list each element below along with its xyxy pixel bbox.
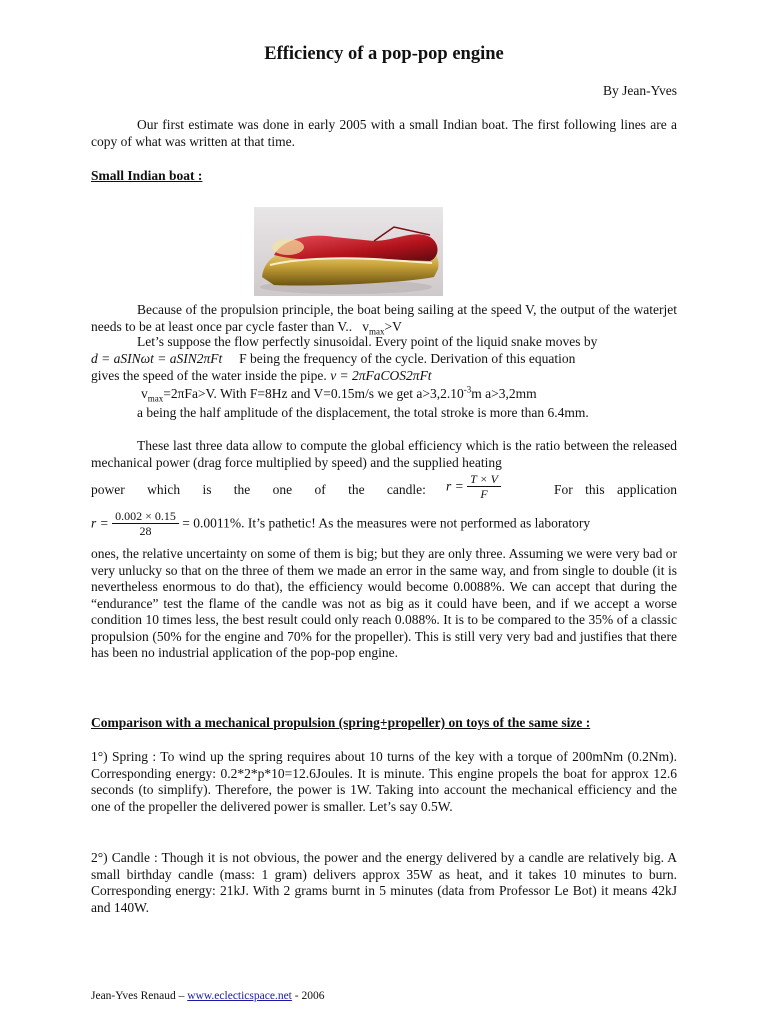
- for-this-application: For this application: [554, 482, 677, 497]
- vmax-symbol-2: v: [141, 386, 148, 401]
- vmax-tail: >V: [384, 318, 402, 334]
- efficiency-result-line: [91, 509, 677, 547]
- propulsion-paragraph: [91, 302, 677, 335]
- section-heading-comparison: Comparison with a mechanical propulsion (spring+propeller) on toys of the same size :: [91, 715, 591, 730]
- r-label-2: r =: [91, 515, 109, 531]
- word: candle:: [386, 482, 426, 497]
- fraction-denominator: F: [480, 487, 488, 501]
- fraction-2: [112, 509, 179, 538]
- propulsion-text: Because of the propulsion principle, the boat being sailing at the speed V, the output of the waterjet needs to be at least once par cycle faster than V..: [91, 302, 677, 334]
- efficiency-value: = 0.0011%: [182, 515, 242, 531]
- fraction: [467, 472, 501, 501]
- vmax-subscript: max: [369, 326, 385, 337]
- page-title: Efficiency of a pop-pop engine: [264, 44, 504, 64]
- displacement-equation: d = aSINωt = aSIN2πFt: [91, 351, 223, 366]
- vmax-symbol: v: [362, 318, 370, 334]
- intro-paragraph: Our first estimate was done in early 2005 with a small Indian boat. The first following lines are a copy of what was written at that time.: [91, 117, 677, 149]
- velocity-equation-line: [91, 368, 677, 385]
- power-words: [91, 482, 426, 499]
- footer-year: - 2006: [294, 990, 325, 1002]
- sinusoidal-paragraph: Let’s suppose the flow perfectly sinusoidal. Every point of the liquid snake moves by: [137, 334, 598, 349]
- half-amplitude-line: a being the half amplitude of the displacement, the total stroke is more than 6.4mm.: [137, 405, 589, 420]
- fraction-denominator-2: 28: [139, 524, 152, 538]
- uncertainty-paragraph: ones, the relative uncertainty on some of them is big; but they are only three. Assuming we were very bad or very unlucky so that on the three of them we made an error in the same way, and from single to double (it is nevertheless enormous to do that), the efficiency would become 0.0088%. We can accept that during the “endurance” test the flame of the candle was not as big as it could have been, and if we accept a worse condition 10 times less, the best result could only reach 0.088%. It is to be compared to the 35% of a classic propulsion (50% for the engine and 70% for the propeller). This is still very very bad and justifies that there has been no industrial application of the pop-pop engine.: [91, 546, 677, 660]
- frequency-text: F being the frequency of the cycle. Derivation of this equation: [239, 351, 576, 366]
- spring-paragraph: 1°) Spring : To wind up the spring requires about 10 turns of the key with a torque of 200mNm (0.2Nm). Corresponding energy: 0.2*2*p*10=12.6Joules. It is minute. This engine propels the boat for approx 12.6 seconds (to simplify). Therefore, the power is 1W. Taking into account the mechanical efficiency and the one of the propeller the delivered power is smaller. Let’s say 0.5W.: [91, 749, 677, 814]
- efficiency-paragraph: These last three data allow to compute the global efficiency which is the ratio between the released mechanical power (drag force multiplied by speed) and the supplied heating: [91, 438, 677, 470]
- section-heading-small-indian-boat: Small Indian boat :: [91, 168, 203, 183]
- vmax-calculation-text: =2πFa>V. With F=8Hz and V=0.15m/s we get a>3,2.10: [163, 386, 464, 401]
- velocity-equation: v = 2πFaCOS2πFt: [330, 368, 432, 383]
- pathetic-text: . It’s pathetic! As the measures were not performed as laboratory: [241, 515, 591, 531]
- word: the: [233, 482, 251, 497]
- efficiency-fraction: [446, 472, 501, 501]
- amplitude-result: m a>3,2mm: [471, 386, 537, 401]
- vmax-condition: [362, 318, 402, 337]
- vmax-subscript-2: max: [147, 393, 164, 404]
- candle-paragraph: 2°) Candle : Though it is not obvious, the power and the energy delivered by a candle are relatively big. A small birthday candle (mass: 1 gram) delivers approx 35W as heat, and it takes 10 minutes to burn. Corresponding energy: 21kJ. With 2 grams burnt in 5 minutes (data from Professor Le Bot) it means 42kJ and 140W.: [91, 850, 677, 915]
- velocity-text: gives the speed of the water inside the pipe.: [91, 368, 327, 383]
- word: one: [272, 482, 293, 497]
- boat-photo: [254, 207, 443, 296]
- word: the: [348, 482, 365, 497]
- footer-author: Jean-Yves Renaud –: [91, 990, 185, 1002]
- r-label: r =: [446, 478, 464, 494]
- word: is: [202, 482, 212, 497]
- displacement-equation-line: [91, 351, 677, 368]
- fraction-numerator-2: 0.002 × 0.15: [112, 509, 179, 524]
- footer-website-link[interactable]: www.eclecticspace.net: [187, 990, 292, 1002]
- word: of: [314, 482, 326, 497]
- fraction-numerator: T × V: [467, 472, 501, 487]
- efficiency-formula-line: [91, 472, 677, 510]
- vmax-calculation-line: [91, 386, 677, 403]
- word: which: [147, 482, 181, 497]
- author-byline: By Jean-Yves: [602, 83, 677, 98]
- exponent: -3: [463, 384, 472, 395]
- page-footer: [91, 990, 324, 1002]
- word: power: [91, 482, 125, 497]
